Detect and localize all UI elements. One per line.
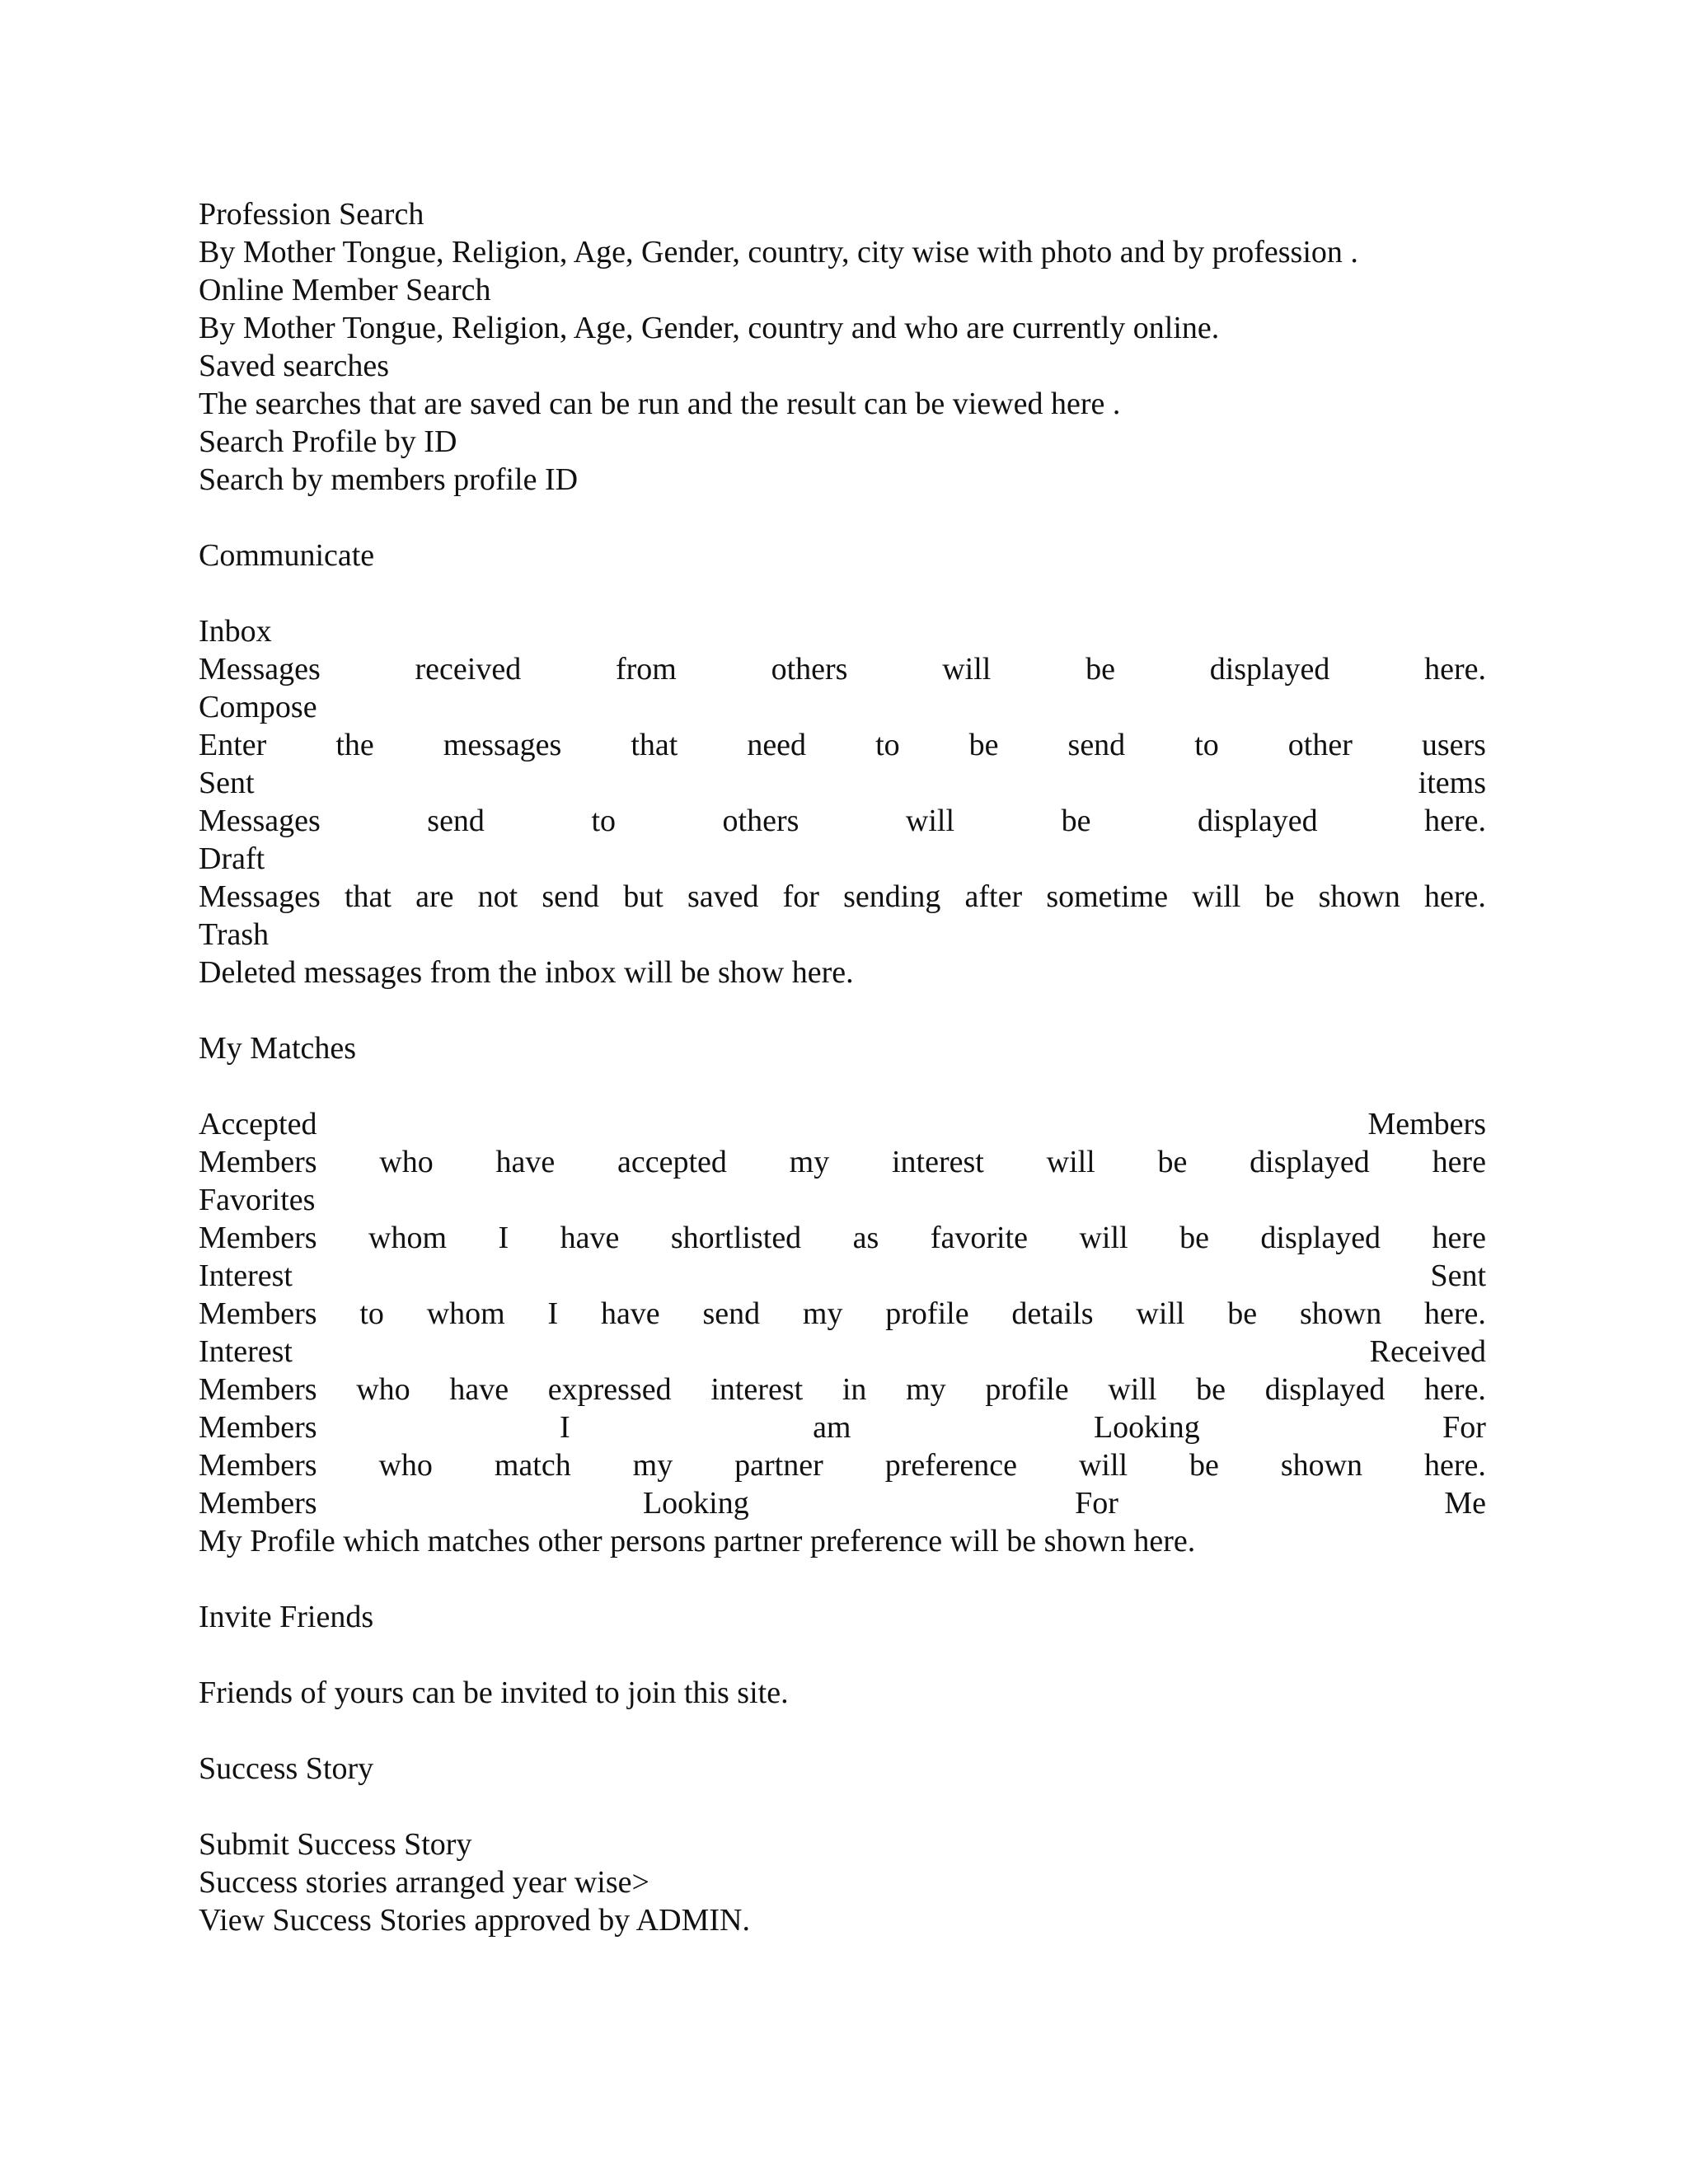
word: be — [1196, 1372, 1226, 1407]
word: Interest — [199, 1258, 293, 1293]
draft-desc — [199, 878, 1486, 916]
success-story-heading: Success Story — [199, 1751, 374, 1786]
word: will — [942, 652, 992, 687]
word: in — [842, 1372, 867, 1407]
favorites-desc — [199, 1219, 1486, 1257]
word: have — [449, 1372, 509, 1407]
word: others — [771, 652, 848, 687]
word: profile — [985, 1372, 1069, 1407]
document-page — [199, 195, 1486, 1939]
word: need — [747, 728, 807, 762]
word: shown — [1280, 1448, 1363, 1483]
word: here — [1432, 1221, 1486, 1255]
accepted-members-title — [199, 1105, 1486, 1143]
word: send — [1067, 728, 1126, 762]
word: to — [591, 804, 617, 838]
word: sending — [843, 879, 941, 914]
word: Members — [199, 1145, 317, 1179]
word: Accepted — [199, 1107, 317, 1141]
trash-title: Trash — [199, 917, 270, 952]
word: here. — [1424, 804, 1486, 838]
word: preference — [884, 1448, 1017, 1483]
word: as — [852, 1221, 879, 1255]
word: Members — [199, 1410, 317, 1445]
word: here. — [1424, 879, 1486, 914]
word: match — [494, 1448, 571, 1483]
profession-search-title: Profession Search — [199, 197, 424, 232]
word: have — [560, 1221, 620, 1255]
word: shown — [1318, 879, 1400, 914]
word: will — [1192, 879, 1241, 914]
submit-success-story: Submit Success Story — [199, 1827, 472, 1862]
success-stories-arranged: Success stories arranged year wise> — [199, 1865, 649, 1900]
word: who — [378, 1448, 433, 1483]
word: details — [1011, 1296, 1094, 1331]
invite-friends-desc: Friends of yours can be invited to join this site. — [199, 1675, 789, 1710]
word: from — [615, 652, 677, 687]
word: here — [1432, 1145, 1486, 1179]
word: to — [1194, 728, 1219, 762]
sent-items-title — [199, 764, 1486, 802]
view-success-stories: View Success Stories approved by ADMIN. — [199, 1903, 750, 1938]
word: will — [905, 804, 955, 838]
draft-title: Draft — [199, 841, 265, 876]
word: interest — [892, 1145, 984, 1179]
word: will — [1079, 1221, 1128, 1255]
word: here. — [1423, 1448, 1486, 1483]
word: the — [335, 728, 374, 762]
word: displayed — [1264, 1372, 1386, 1407]
online-search-desc: By Mother Tongue, Religion, Age, Gender, country and who are currently online. — [199, 311, 1220, 345]
online-search-title: Online Member Search — [199, 273, 491, 307]
word: Messages — [199, 879, 321, 914]
word: expressed — [547, 1372, 672, 1407]
word: displayed — [1209, 652, 1330, 687]
invite-friends-heading: Invite Friends — [199, 1600, 374, 1634]
word: here. — [1424, 652, 1486, 687]
word: am — [813, 1410, 851, 1445]
word: will — [1078, 1448, 1128, 1483]
my-matches-heading: My Matches — [199, 1031, 357, 1066]
word: who — [356, 1372, 410, 1407]
word: Sent — [199, 766, 255, 800]
word: interest — [710, 1372, 804, 1407]
word: Members — [199, 1221, 317, 1255]
inbox-title: Inbox — [199, 614, 272, 649]
word: after — [964, 879, 1023, 914]
word: Received — [1369, 1334, 1486, 1369]
word: Me — [1444, 1486, 1486, 1521]
word: partner — [734, 1448, 823, 1483]
word: that — [631, 728, 678, 762]
word: Sent — [1430, 1258, 1486, 1293]
word: to — [875, 728, 900, 762]
word: have — [600, 1296, 660, 1331]
word: here. — [1424, 1296, 1486, 1331]
word: profile — [885, 1296, 969, 1331]
word: be — [1179, 1221, 1209, 1255]
word: Interest — [199, 1334, 293, 1369]
word: whom — [426, 1296, 505, 1331]
interest-received-desc — [199, 1371, 1486, 1408]
interest-received-title — [199, 1333, 1486, 1371]
word: Members — [199, 1486, 317, 1521]
word: favorite — [930, 1221, 1028, 1255]
word: messages — [443, 728, 562, 762]
compose-title: Compose — [199, 690, 317, 724]
word: be — [1061, 804, 1091, 838]
word: Members — [1367, 1107, 1486, 1141]
word: my — [632, 1448, 673, 1483]
word: I — [547, 1296, 559, 1331]
word: Looking — [1093, 1410, 1200, 1445]
word: my — [802, 1296, 843, 1331]
communicate-heading: Communicate — [199, 538, 375, 573]
search-by-id-desc: Search by members profile ID — [199, 462, 579, 497]
word: I — [498, 1221, 509, 1255]
word: items — [1418, 766, 1486, 800]
word: Members — [199, 1448, 317, 1483]
word: received — [415, 652, 522, 687]
word: be — [1264, 879, 1295, 914]
word: displayed — [1197, 804, 1318, 838]
word: send — [542, 879, 600, 914]
saved-searches-title: Saved searches — [199, 349, 390, 383]
looking-for-title — [199, 1408, 1486, 1446]
word: are — [415, 879, 454, 914]
word: will — [1136, 1296, 1185, 1331]
word: will — [1108, 1372, 1157, 1407]
word: Enter — [199, 728, 267, 762]
word: users — [1421, 728, 1486, 762]
accepted-members-desc — [199, 1143, 1486, 1181]
word: who — [379, 1145, 434, 1179]
word: Members — [199, 1372, 317, 1407]
word: shown — [1299, 1296, 1382, 1331]
word: be — [1189, 1448, 1219, 1483]
word: to — [359, 1296, 384, 1331]
word: Looking — [642, 1486, 749, 1521]
compose-desc — [199, 726, 1486, 764]
word: sometime — [1046, 879, 1169, 914]
word: have — [495, 1145, 556, 1179]
looking-for-me-title — [199, 1484, 1486, 1522]
word: for — [782, 879, 819, 914]
trash-desc: Deleted messages from the inbox will be show here. — [199, 955, 854, 990]
word: I — [559, 1410, 570, 1445]
word: but — [623, 879, 663, 914]
word: accepted — [617, 1145, 727, 1179]
word: saved — [687, 879, 759, 914]
looking-for-desc — [199, 1446, 1486, 1484]
word: Messages — [199, 804, 321, 838]
inbox-desc — [199, 650, 1486, 688]
word: be — [1227, 1296, 1258, 1331]
sent-items-desc — [199, 802, 1486, 840]
word: displayed — [1260, 1221, 1381, 1255]
profession-search-desc: By Mother Tongue, Religion, Age, Gender, country, city wise with photo and by profession . — [199, 235, 1358, 269]
looking-for-me-desc: My Profile which matches other persons partner preference will be shown here. — [199, 1524, 1196, 1558]
interest-sent-desc — [199, 1295, 1486, 1333]
word: here. — [1424, 1372, 1486, 1407]
word: others — [722, 804, 799, 838]
word: that — [344, 879, 392, 914]
word: not — [477, 879, 518, 914]
word: Messages — [199, 652, 321, 687]
word: Members — [199, 1296, 317, 1331]
word: be — [968, 728, 999, 762]
interest-sent-title — [199, 1257, 1486, 1295]
word: will — [1046, 1145, 1095, 1179]
word: be — [1085, 652, 1115, 687]
word: For — [1075, 1486, 1118, 1521]
word: displayed — [1250, 1145, 1370, 1179]
word: shortlisted — [670, 1221, 802, 1255]
word: send — [702, 1296, 761, 1331]
word: For — [1442, 1410, 1486, 1445]
favorites-title: Favorites — [199, 1183, 316, 1217]
word: my — [789, 1145, 830, 1179]
word: whom — [368, 1221, 448, 1255]
word: be — [1157, 1145, 1188, 1179]
saved-searches-desc: The searches that are saved can be run and the result can be viewed here . — [199, 387, 1121, 421]
word: my — [906, 1372, 946, 1407]
search-by-id-title: Search Profile by ID — [199, 424, 457, 459]
word: send — [427, 804, 485, 838]
word: other — [1287, 728, 1353, 762]
